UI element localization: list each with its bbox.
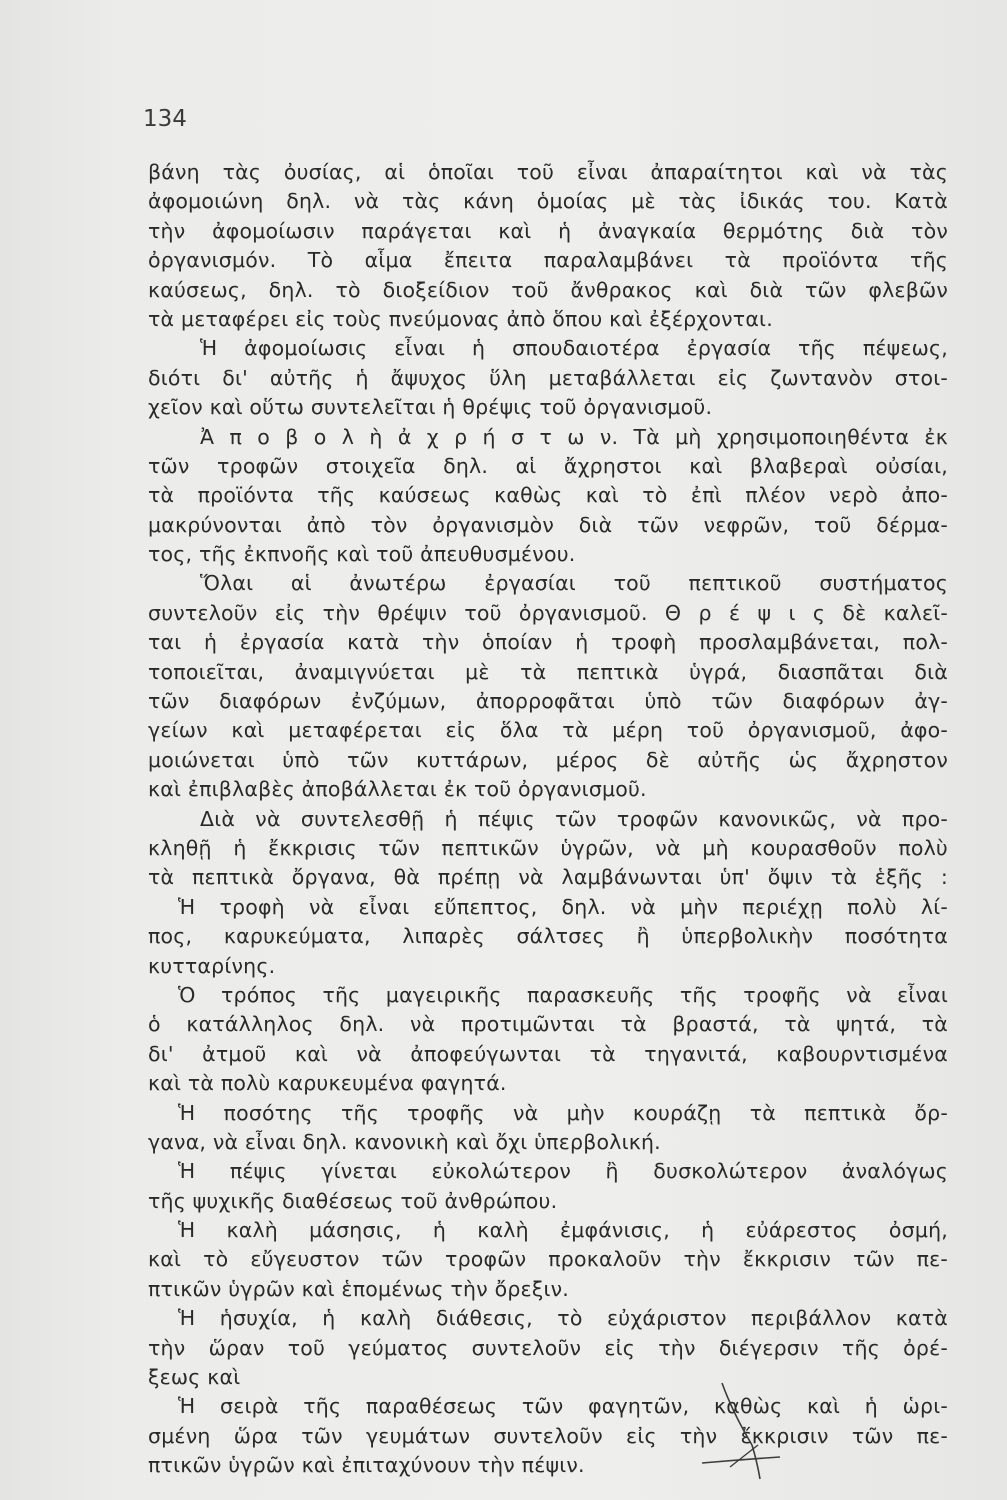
text-line: Ἡ ἡσυχία, ἡ καλὴ διάθεσις, τὸ εὐχάριστον περιβάλλον κατὰ — [178, 1306, 948, 1331]
text-line: ὁ κατάλληλος δηλ. νὰ προτιμῶνται τὰ βραστά, τὰ ψητά, τὰ — [148, 1012, 948, 1037]
text-line: Ἡ τροφὴ νὰ εἶναι εὔπεπτος, δηλ. νὰ μὴν περιέχῃ πολὺ λί- — [178, 894, 948, 919]
text-line: χεῖον καὶ οὕτω συντελεῖται ἡ θρέψις τοῦ ὀργανισμοῦ. — [148, 395, 713, 420]
text-line: ὀργανισμόν. Τὸ αἷμα ἔπειτα παραλαμβάνει τὰ προϊόντα τῆς — [148, 248, 948, 273]
text-line: τῆς ψυχικῆς διαθέσεως τοῦ ἀνθρώπου. — [148, 1188, 558, 1213]
text-line: γείων καὶ μεταφέρεται εἰς ὅλα τὰ μέρη τοῦ ὀργανισμοῦ, ἀφο- — [148, 718, 948, 743]
text-line: Ἡ σειρὰ τῆς παραθέσεως τῶν φαγητῶν, καθὼς καὶ ἡ ὡρι- — [178, 1394, 948, 1419]
text-line: Ἡ καλὴ μάσησις, ἡ καλὴ ἐμφάνισις, ἡ εὐάρεστος ὀσμή, — [178, 1218, 948, 1243]
text-line: τὰ προϊόντα τῆς καύσεως καθὼς καὶ τὸ ἐπὶ πλέον νερὸ ἀπο- — [148, 483, 948, 508]
text-line: τῶν διαφόρων ἐνζύμων, ἀπορροφᾶται ὑπὸ τῶν διαφόρων ἀγ- — [148, 689, 948, 714]
text-line: τῶν τροφῶν στοιχεῖα δηλ. αἱ ἄχρηστοι καὶ βλαβεραὶ οὐσίαι, — [148, 453, 948, 478]
text-line: τὰ πεπτικὰ ὄργανα, θὰ πρέπῃ νὰ λαμβάνωνται ὑπ' ὄψιν τὰ ἑξῆς : — [148, 865, 948, 890]
text-line: μοιώνεται ὑπὸ τῶν κυττάρων, μέρος δὲ αὐτῆς ὡς ἄχρηστον — [148, 747, 948, 772]
pencil-mark-icon — [700, 1375, 790, 1485]
text-line: κυτταρίνης. — [148, 953, 276, 978]
text-line: γανα, νὰ εἶναι δηλ. κανονικὴ καὶ ὄχι ὑπερβολική. — [148, 1129, 661, 1154]
text-line: τὴν ὥραν τοῦ γεύματος συντελοῦν εἰς τὴν διέγερσιν τῆς ὀρέ- — [148, 1335, 948, 1360]
text-line: μακρύνονται ἀπὸ τὸν ὀργανισμὸν διὰ τῶν νεφρῶν, τοῦ δέρμα- — [148, 512, 948, 537]
text-line: Ἡ πέψις γίνεται εὐκολώτερον ἢ δυσκολώτερον ἀναλόγως — [178, 1159, 948, 1184]
text-line: Ἡ ἀφομοίωσις εἶναι ἡ σπουδαιοτέρα ἐργασία τῆς πέψεως, — [200, 336, 948, 361]
text-line: καύσεως, δηλ. τὸ διοξείδιον τοῦ ἄνθρακος καὶ διὰ τῶν φλεβῶν — [148, 277, 948, 302]
text-line: βάνη τὰς ὀυσίας, αἱ ὁποῖαι τοῦ εἶναι ἀπαραίτητοι καὶ νὰ τὰς — [148, 160, 948, 184]
text-line: πτικῶν ὑγρῶν καὶ ἑπομένως τὴν ὄρεξιν. — [148, 1276, 569, 1301]
text-line: δι' ἀτμοῦ καὶ νὰ ἀποφεύγωνται τὰ τηγανιτά, καβουρντισμένα — [148, 1041, 948, 1066]
text-line: συντελοῦν εἰς τὴν θρέψιν τοῦ ὀργανισμοῦ. Θ ρ έ ψ ι ς δὲ καλεῖ- — [148, 600, 948, 625]
text-line: ξεως καὶ — [148, 1365, 241, 1390]
text-line: καὶ τὰ πολὺ καρυκευμένα φαγητά. — [148, 1071, 507, 1096]
text-line: πος, καρυκεύματα, λιπαρὲς σάλτσες ἢ ὑπερβολικὴν ποσότητα — [148, 924, 948, 949]
text-line: καὶ ἐπιβλαβὲς ἀποβάλλεται ἐκ τοῦ ὀργανισμοῦ. — [148, 777, 647, 802]
text-line: διότι δι' αὐτῆς ἡ ἄψυχος ὕλη μεταβάλλεται εἰς ζωντανὸν στοι- — [148, 365, 948, 390]
text-line: Διὰ νὰ συντελεσθῇ ἡ πέψις τῶν τροφῶν κανονικῶς, νὰ προ- — [200, 806, 948, 831]
text-line: κληθῇ ἡ ἔκκρισις τῶν πεπτικῶν ὑγρῶν, νὰ μὴ κουρασθοῦν πολὺ — [148, 835, 948, 860]
text-line: Ἀ π ο β ο λ ὴ ἀ χ ρ ή σ τ ω ν. Τὰ μὴ χρησιμοποιηθέντα ἐκ — [200, 424, 948, 449]
text-line: καὶ τὸ εὔγευστον τῶν τροφῶν προκαλοῦν τὴν ἔκκρισιν τῶν πε- — [148, 1247, 948, 1272]
text-line: πτικῶν ὑγρῶν καὶ ἐπιταχύνουν τὴν πέψιν. — [148, 1453, 585, 1478]
text-line: Ὁ τρόπος τῆς μαγειρικῆς παρασκευῆς τῆς τροφῆς νὰ εἶναι — [178, 982, 948, 1007]
text-line: ἀφομοιώνη δηλ. νὰ τὰς κάνη ὁμοίας μὲ τὰς ἰδικάς του. Κατὰ — [148, 189, 948, 214]
text-line: τοποιεῖται, ἀναμιγνύεται μὲ τὰ πεπτικὰ ὑγρά, διασπᾶται διὰ — [148, 659, 948, 684]
text-line: τος, τῆς ἐκπνοῆς καὶ τοῦ ἀπευθυσμένου. — [148, 542, 576, 567]
text-line: Ἡ ποσότης τῆς τροφῆς νὰ μὴν κουράζῃ τὰ πεπτικὰ ὄρ- — [178, 1100, 948, 1125]
text-line: σμένη ὥρα τῶν γευμάτων συντελοῦν εἰς τὴν ἔκκρισιν τῶν πε- — [148, 1423, 948, 1448]
body-text — [148, 158, 948, 1481]
text-line: τὴν ἀφομοίωσιν παράγεται καὶ ἡ ἀναγκαία θερμότης διὰ τὸν — [148, 218, 948, 243]
page-number: 134 — [143, 106, 187, 132]
text-line: ται ἡ ἐργασία κατὰ τὴν ὁποίαν ἡ τροφὴ προσλαμβάνεται, πολ- — [148, 630, 948, 655]
text-line: Ὅλαι αἱ ἀνωτέρω ἐργασίαι τοῦ πεπτικοῦ συστήματος — [200, 571, 948, 596]
text-line: τὰ μεταφέρει εἰς τοὺς πνεύμονας ἀπὸ ὅπου καὶ ἐξέρχονται. — [148, 306, 773, 331]
